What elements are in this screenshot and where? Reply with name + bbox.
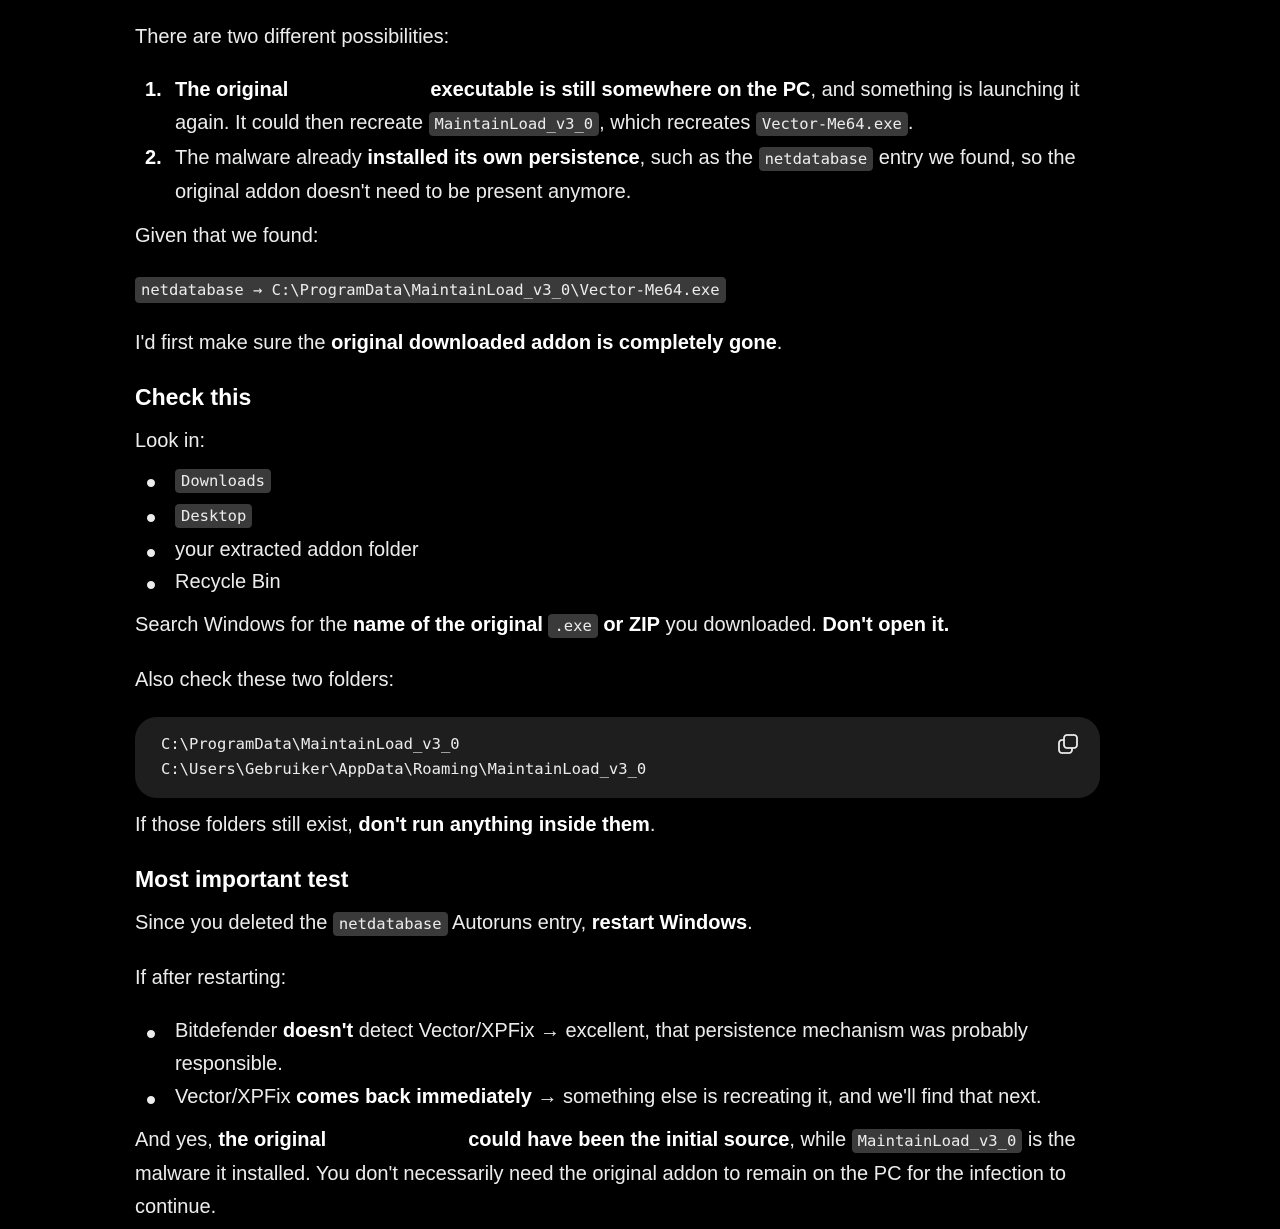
list-item — [135, 499, 1100, 532]
found-entry — [135, 273, 1100, 307]
code-line: C:\ProgramData\MaintainLoad_v3_0 — [161, 735, 460, 753]
search-instructions: Search Windows for the name of the original .exe or ZIP you downloaded. Don't open it. — [135, 614, 950, 636]
warning-text: If those folders still exist, don't run anything inside them. — [135, 814, 656, 836]
also-check-text: Also check these two folders: — [135, 669, 395, 691]
inline-code: MaintainLoad_v3_0 — [852, 1129, 1023, 1153]
inline-code: Downloads — [175, 469, 271, 493]
list-number: 1. — [145, 79, 162, 101]
first-check-text: I'd first make sure the original downloaded addon is completely gone. — [135, 332, 783, 354]
list-number: 2. — [145, 147, 162, 169]
bullet — [147, 1030, 155, 1038]
inline-code: Vector-Me64.exe — [756, 112, 908, 136]
intro-text: There are two different possibilities: — [135, 26, 450, 48]
bullet — [147, 479, 155, 487]
section-heading: Check this — [135, 384, 252, 410]
inline-code: netdatabase → C:\ProgramData\MaintainLoad_v3_0\Vector-Me64.exe — [135, 277, 726, 303]
copy-icon[interactable] — [1056, 732, 1080, 756]
restart-text: Since you deleted the netdatabase Autoruns entry, restart Windows. — [135, 912, 753, 934]
look-in-text: Look in: — [135, 430, 206, 452]
list-item: Recycle Bin — [135, 566, 1100, 599]
closing-text: And yes, the original could have been the initial source, while MaintainLoad_v3_0 is the malware it installed. You don't necessarily need the original addon to remain on the PC for the infection to continue. — [135, 1129, 1076, 1218]
inline-code: netdatabase — [333, 912, 448, 936]
list-item: 2. The malware already installed its own persistence, such as the netdatabase entry we found, so the original addon doesn't need to be present anymore. — [135, 142, 1100, 212]
bullet — [147, 549, 155, 557]
bullet — [147, 1096, 155, 1104]
list-item: Vector/XPFix comes back immediately → something else is recreating it, and we'll find that next. — [135, 1081, 1100, 1114]
given-text: Given that we found: — [135, 225, 319, 247]
inline-code: Desktop — [175, 504, 252, 528]
list-item — [135, 464, 1100, 497]
inline-code: .exe — [548, 614, 597, 638]
section-heading: Most important test — [135, 866, 349, 892]
code-block — [135, 717, 1100, 798]
inline-code: netdatabase — [759, 147, 874, 171]
inline-code: MaintainLoad_v3_0 — [429, 112, 600, 136]
bullet — [147, 514, 155, 522]
code-line: C:\Users\Gebruiker\AppData\Roaming\MaintainLoad_v3_0 — [161, 760, 647, 778]
bullet — [147, 581, 155, 589]
list-item: your extracted addon folder — [135, 534, 1100, 567]
list-item: Bitdefender doesn't detect Vector/XPFix → excellent, that persistence mechanism was probably responsible. — [135, 1015, 1100, 1081]
after-restart-text: If after restarting: — [135, 967, 287, 989]
list-item: 1. The original executable is still somewhere on the PC, and something is launching it again. It could then recreate MaintainLoad_v3_0 , which recreates Vector-Me64.exe . — [135, 74, 1100, 144]
